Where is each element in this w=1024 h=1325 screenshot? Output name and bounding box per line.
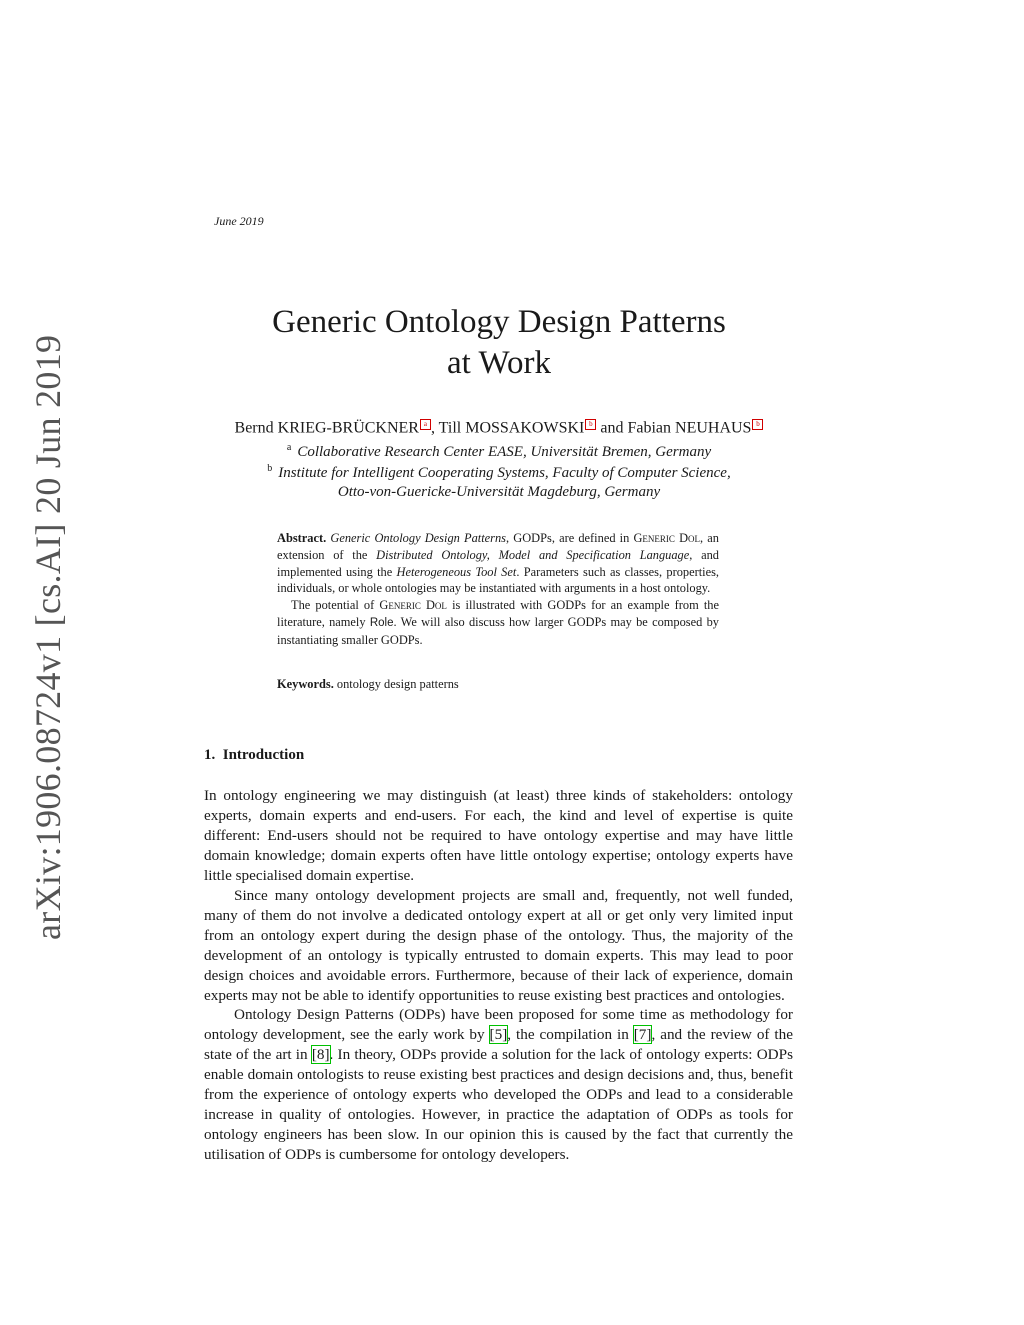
affiliation-b-line-1: Institute for Intelligent Cooperating Systems, Faculty of Computer Science, [278, 465, 731, 481]
author-3: and Fabian NEUHAUS [596, 419, 752, 437]
abstract-generic-dol: Generic Dol [379, 598, 447, 613]
introduction-body [204, 786, 793, 1165]
author-1: Bernd KRIEG-BRÜCKNER [234, 419, 419, 437]
arxiv-stamp: arXiv:1906.08724v1 [cs.AI] 20 Jun 2019 [28, 334, 68, 940]
abstract-text: . We will also discuss how larger GODPs may be composed by instantiating smaller GODPs. [277, 614, 719, 647]
intro-paragraph-1: In ontology engineering we may distinguish (at least) three kinds of stakeholders: ontology experts, domain experts and end-users. For each, the kind and level of expertise is quite different: End-users should not be required to have ontology expertise and may have little domain knowledge; domain experts often have little ontology expertise; ontology experts have little specialised domain expertise. [204, 787, 793, 884]
abstract-role-term: Role [369, 616, 394, 629]
affiliation-b [204, 463, 794, 482]
intro-text: . In theory, ODPs provide a solution for the lack of ontology experts: ODPs enable domain ontologists to reuse existing best practices and design decisions and, thus, benefit from the experience of ontology experts who developed the ODPs and lead to a considerable increase in quality of ontologies. However, in practice the adaptation of ODPs as tools for ontology engineers has been slow. In our opinion this is caused by the fact that currently the utilisation of ODPs is cumbersome for ontology developers. [204, 1046, 793, 1164]
abstract-generic-dol: Generic Dol [633, 531, 701, 545]
abstract-hets-term: Heterogeneous Tool Set [396, 564, 517, 579]
date-header: June 2019 [214, 214, 264, 228]
affiliation-b-label: b [267, 463, 273, 474]
keywords [277, 677, 719, 692]
author-list [204, 419, 794, 437]
citation-link-7[interactable]: [7] [633, 1026, 652, 1044]
abstract-dol-term: Distributed Ontology, Model and Specification Language [376, 547, 690, 562]
title-line-1: Generic Ontology Design Patterns [272, 304, 726, 340]
intro-text: Ontology Design Patterns (ODPs) have been proposed for some time as methodology for ontology development, see the early work by [204, 1006, 793, 1044]
intro-paragraph-2: Since many ontology development projects are small and, frequently, not well funded, many of them do not involve a dedicated ontology expert at all or get only very limited input from an ontology expert during the design phase of the ontology. Thus, the majority of the development of an ontology is typically entrusted to domain experts. This may lead to poor design choices and avoidable errors. Furthermore, because of their lack of experience, domain experts may not be able to identify opportunities to reuse existing best practices and ontologies. [204, 886, 793, 1004]
section-number: 1. [204, 747, 216, 763]
citation-link-8[interactable]: [8] [311, 1046, 330, 1064]
intro-paragraph-3 [204, 1005, 793, 1165]
affiliation-a-text: Collaborative Research Center EASE, Universität Bremen, Germany [297, 444, 712, 460]
keywords-text: ontology design patterns [333, 677, 459, 691]
intro-text: , and the review of the state of the art in [204, 1026, 793, 1064]
abstract-paragraph-2 [277, 597, 719, 648]
affiliation-a [204, 442, 794, 461]
abstract-text: is illustrated with GODPs for an example from the literature, namely [277, 598, 719, 629]
affiliation-b-line-2: Otto-von-Guericke-Universität Magdeburg, Germany [337, 484, 661, 500]
paper-title [204, 302, 794, 384]
abstract-text: , GODPs, are defined in [506, 531, 634, 545]
affiliation-mark-b-2[interactable]: b [752, 419, 763, 430]
title-line-2: at Work [447, 345, 551, 381]
affiliation-mark-b[interactable]: b [585, 419, 596, 430]
abstract-text: , and implemented using the [277, 547, 719, 579]
abstract [277, 530, 719, 649]
affiliation-a-label: a [286, 442, 292, 453]
author-2: , Till MOSSAKOWSKI [430, 419, 585, 437]
abstract-godp-term: Generic Ontology Design Patterns [330, 531, 506, 545]
abstract-paragraph-1 [277, 530, 719, 597]
section-title: Introduction [222, 747, 305, 763]
abstract-label: Abstract. [277, 531, 327, 545]
intro-text: , the compilation in [507, 1026, 634, 1044]
section-heading [204, 747, 304, 764]
abstract-text: The potential of [291, 598, 380, 613]
abstract-text: , an extension of the [277, 531, 720, 562]
citation-link-5[interactable]: [5] [489, 1026, 508, 1044]
keywords-label: Keywords. [277, 677, 334, 691]
abstract-text: . Parameters such as classes, properties, individuals, or whole ontologies may be instantiated with arguments in a host ontology. [277, 564, 720, 596]
affiliation-mark-a[interactable]: a [420, 419, 431, 430]
